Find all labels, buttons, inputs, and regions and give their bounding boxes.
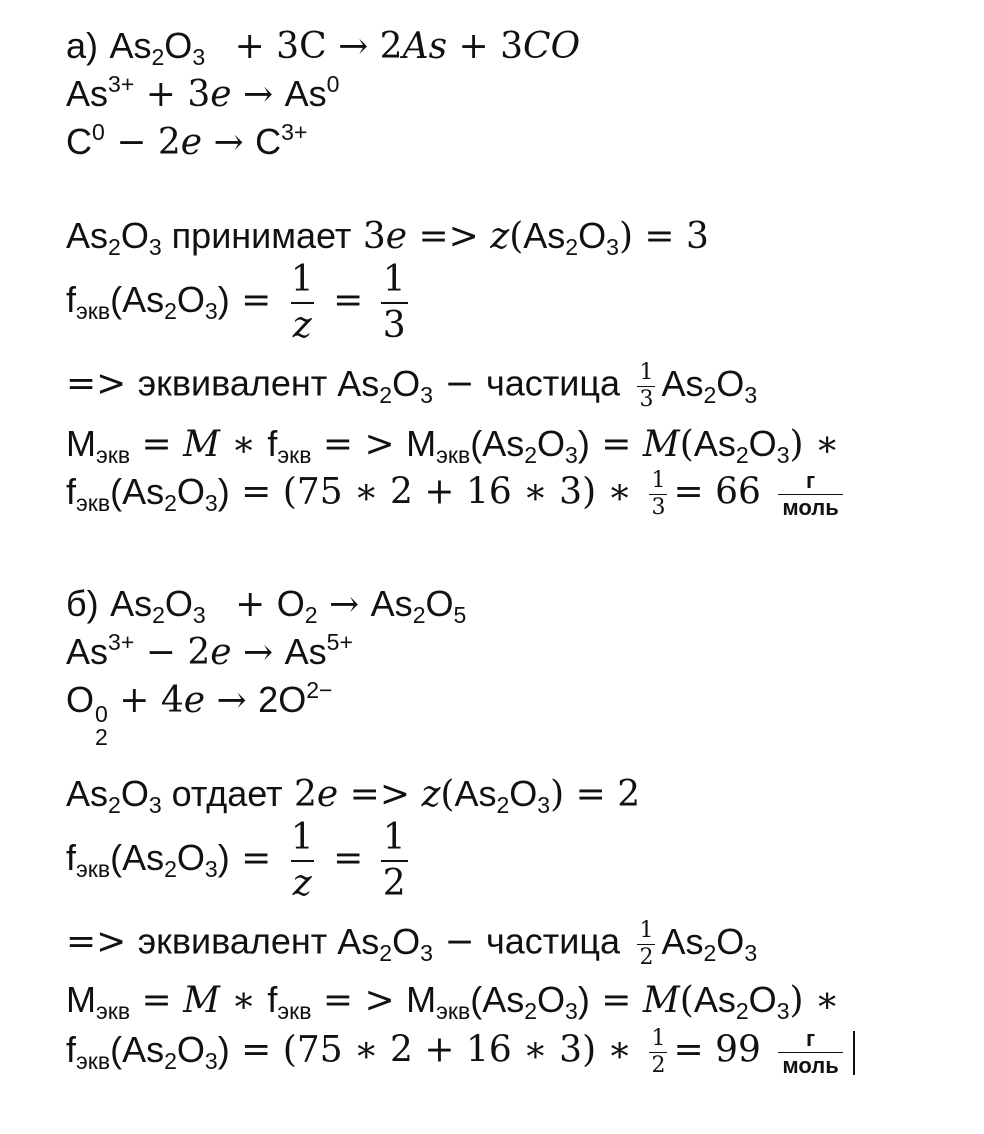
f-equation-b: $f_{экв}(As_2O_3)$ = $\frac{1}{z}$ = $\frac{1}{2}$ bbox=[66, 817, 406, 904]
unit-g-per-mol-a: $\frac{г}{\text{моль}}$ bbox=[778, 470, 842, 519]
gives-text: отдает bbox=[171, 773, 283, 814]
particle-fraction-b: $\frac{1}{2}$ bbox=[639, 918, 654, 970]
reaction-a: а) $As_2O_3 + 3C \to 2As + 3CO$ bbox=[66, 25, 581, 71]
fraction-1-z-a: $\frac{1}{z}$ bbox=[290, 259, 314, 346]
half-reaction-a-as: $As^{3+} + 3e \to As^0$ bbox=[66, 71, 340, 115]
fraction-1-z-b: $\frac{1}{z}$ bbox=[290, 817, 314, 904]
reaction-b: б) $As_2O_3 + O_2 \to As_2O_5$ bbox=[66, 583, 467, 629]
half-reaction-b-o: O 0 2 + $4e \to 2O^{2-}$ bbox=[66, 677, 333, 751]
result-a: 66 bbox=[715, 471, 761, 513]
part-a-label: а) bbox=[66, 25, 99, 66]
z-statement-a: $As_2O_3$ принимает $3e => z(As_2O_3) = 3$ bbox=[66, 215, 709, 261]
half-reaction-b-as: $As^{3+} - 2e \to As^{5+}$ bbox=[66, 629, 353, 673]
electron-count-b: 2 bbox=[294, 774, 317, 815]
z-statement-b: $As_2O_3$ отдает $2e => z(As_2O_3) = 2$ bbox=[66, 773, 641, 819]
part-b-label: б) bbox=[66, 583, 99, 624]
molar-mass-formula-a: $M_{экв} = M$ ∗ $f_{экв}$ = > $M_{экв}(As_2O_3) = M(As_2O_3)$ ∗ bbox=[66, 423, 840, 469]
accepts-text: принимает bbox=[171, 215, 352, 256]
fraction-1-2-b: $\frac{1}{2}$ bbox=[382, 817, 406, 904]
particle-fraction-a: $\frac{1}{3}$ bbox=[639, 360, 654, 412]
molar-mass-formula-b: $M_{экв} = M$ ∗ $f_{экв}$ = > $M_{экв}(As_2O_3) = M(As_2O_3)$ ∗ bbox=[66, 979, 840, 1025]
result-b: 99 bbox=[715, 1029, 761, 1071]
unit-g-per-mol-b: $\frac{г}{\text{моль}}$ bbox=[778, 1028, 842, 1077]
fraction-1-3-a: $\frac{1}{3}$ bbox=[382, 259, 406, 346]
equivalent-statement-a: => эквивалент $As_2O_3$ − частица $\frac{1}{3}$ $As_2O_3$ bbox=[66, 360, 758, 412]
electron-count-a: 3 bbox=[362, 216, 386, 257]
equivalent-statement-b: => эквивалент $As_2O_3$ − частица $\frac{1}{2}$ $As_2O_3$ bbox=[66, 918, 758, 970]
z-value-b: 2 bbox=[617, 774, 641, 815]
molar-mass-calc-b: $f_{экв}(As_2O_3) = (75$ ∗ 2 + 16 ∗ 3) ∗ $\frac{1}{2}$ = 99 $\frac{г}{\text{моль}}$ bbox=[66, 1028, 855, 1077]
z-value-a: 3 bbox=[686, 216, 709, 257]
solution-document bbox=[66, 0, 966, 1134]
molar-mass-calc-a: $f_{экв}(As_2O_3) = (75$ ∗ 2 + 16 ∗ 3) ∗ $\frac{1}{3}$ = 66 $\frac{г}{\text{моль}}$ bbox=[66, 470, 849, 519]
f-equation-a: $f_{экв}(As_2O_3)$ = $\frac{1}{z}$ = $\frac{1}{3}$ bbox=[66, 259, 406, 346]
half-reaction-a-c: $C^0 - 2e \to C^{3+}$ bbox=[66, 119, 308, 163]
text-cursor bbox=[853, 1031, 855, 1075]
